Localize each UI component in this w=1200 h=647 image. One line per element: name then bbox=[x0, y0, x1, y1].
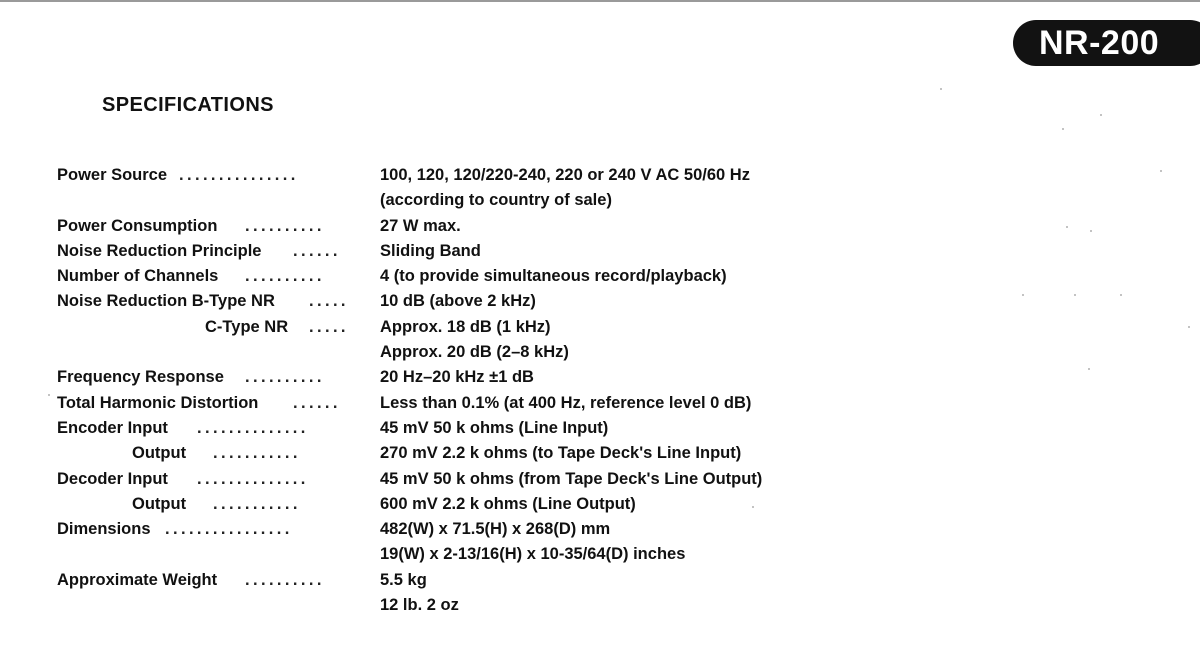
spec-row-encoder-output bbox=[0, 441, 900, 466]
scan-speck bbox=[752, 506, 754, 508]
spec-label: Encoder Input bbox=[57, 418, 168, 437]
scan-speck bbox=[1188, 326, 1190, 328]
leader-dots: ................ bbox=[165, 520, 293, 539]
scan-speck bbox=[1066, 226, 1068, 228]
leader-dots: ........... bbox=[213, 444, 301, 463]
scan-speck bbox=[48, 394, 50, 396]
spec-value: 5.5 kg bbox=[380, 570, 427, 589]
spec-value: 4 (to provide simultaneous record/playback) bbox=[380, 267, 727, 286]
spec-row-frequency-response bbox=[0, 365, 900, 390]
spec-label: Approximate Weight bbox=[57, 570, 218, 589]
scan-speck bbox=[1120, 294, 1122, 296]
spec-value: (according to country of sale) bbox=[380, 191, 612, 210]
scan-speck bbox=[1100, 114, 1102, 116]
scan-speck bbox=[940, 88, 942, 90]
scan-speck bbox=[1062, 128, 1064, 130]
spec-label: Total Harmonic Distortion bbox=[57, 393, 259, 412]
spec-table bbox=[0, 163, 900, 618]
spec-row-nr-principle bbox=[0, 239, 900, 264]
leader-dots: ...... bbox=[293, 393, 341, 412]
spec-value: 19(W) x 2-13/16(H) x 10-35/64(D) inches bbox=[380, 545, 686, 564]
spec-row-thd bbox=[0, 391, 900, 416]
spec-row-power-source-cont bbox=[0, 188, 900, 213]
spec-value: 45 mV 50 k ohms (from Tape Deck's Line Output) bbox=[380, 469, 763, 488]
spec-label: Dimensions bbox=[57, 520, 151, 539]
spec-value: 270 mV 2.2 k ohms (to Tape Deck's Line Input) bbox=[380, 444, 742, 463]
spec-label: Power Source bbox=[57, 166, 168, 184]
spec-label: Number of Channels bbox=[57, 267, 219, 286]
spec-row-channels bbox=[0, 264, 900, 289]
leader-dots: .......... bbox=[245, 368, 325, 387]
spec-row-nr-b-type bbox=[0, 289, 900, 314]
leader-dots: ..... bbox=[309, 317, 349, 336]
spec-label: Noise Reduction B-Type NR bbox=[57, 292, 275, 311]
spec-label: Noise Reduction Principle bbox=[57, 241, 262, 260]
spec-value: 20 Hz–20 kHz ±1 dB bbox=[380, 368, 534, 387]
spec-row-decoder-output bbox=[0, 492, 900, 517]
top-rule bbox=[0, 0, 1200, 2]
spec-row-dimensions-cont bbox=[0, 542, 900, 567]
leader-dots: ........... bbox=[213, 494, 301, 513]
spec-row-dimensions bbox=[0, 517, 900, 542]
leader-dots: ............... bbox=[179, 166, 299, 184]
spec-value: Approx. 20 dB (2–8 kHz) bbox=[380, 343, 569, 362]
leader-dots: ...... bbox=[293, 241, 341, 260]
scan-speck bbox=[1160, 170, 1162, 172]
spec-label: C-Type NR bbox=[205, 317, 289, 336]
spec-value: 10 dB (above 2 kHz) bbox=[380, 292, 536, 311]
scan-speck bbox=[1022, 294, 1024, 296]
spec-row-weight bbox=[0, 568, 900, 593]
spec-label: Output bbox=[132, 444, 187, 463]
page-title: SPECIFICATIONS bbox=[102, 94, 274, 116]
spec-row-power-consumption bbox=[0, 214, 900, 239]
leader-dots: .......... bbox=[245, 267, 325, 286]
spec-row-weight-cont bbox=[0, 593, 900, 618]
spec-value: 12 lb. 2 oz bbox=[380, 596, 459, 615]
spec-label: Decoder Input bbox=[57, 469, 168, 488]
leader-dots: .......... bbox=[245, 216, 325, 235]
scan-speck bbox=[1074, 294, 1076, 296]
leader-dots: .............. bbox=[197, 469, 309, 488]
scan-speck bbox=[1090, 230, 1092, 232]
spec-value: 600 mV 2.2 k ohms (Line Output) bbox=[380, 494, 636, 513]
leader-dots: .............. bbox=[197, 418, 309, 437]
spec-label: Output bbox=[132, 494, 187, 513]
spec-row-nr-c-type-cont bbox=[0, 340, 900, 365]
leader-dots: ..... bbox=[309, 292, 349, 311]
leader-dots: .......... bbox=[245, 570, 325, 589]
spec-value: Approx. 18 dB (1 kHz) bbox=[380, 317, 551, 336]
spec-label: Power Consumption bbox=[57, 216, 218, 235]
spec-row-encoder-input bbox=[0, 416, 900, 441]
spec-label: Frequency Response bbox=[57, 368, 224, 387]
spec-row-decoder-input bbox=[0, 467, 900, 492]
spec-value: 482(W) x 71.5(H) x 268(D) mm bbox=[380, 520, 611, 539]
spec-value: Sliding Band bbox=[380, 241, 481, 260]
spec-value: Less than 0.1% (at 400 Hz, reference level 0 dB) bbox=[380, 393, 752, 412]
model-badge: NR-200 bbox=[1013, 20, 1200, 66]
spec-value: 45 mV 50 k ohms (Line Input) bbox=[380, 418, 609, 437]
spec-row-power-source bbox=[0, 163, 900, 188]
spec-value: 27 W max. bbox=[380, 216, 461, 235]
spec-value: 100, 120, 120/220-240, 220 or 240 V AC 50/60 Hz bbox=[380, 166, 750, 184]
scan-speck bbox=[1088, 368, 1090, 370]
spec-row-nr-c-type bbox=[0, 315, 900, 340]
